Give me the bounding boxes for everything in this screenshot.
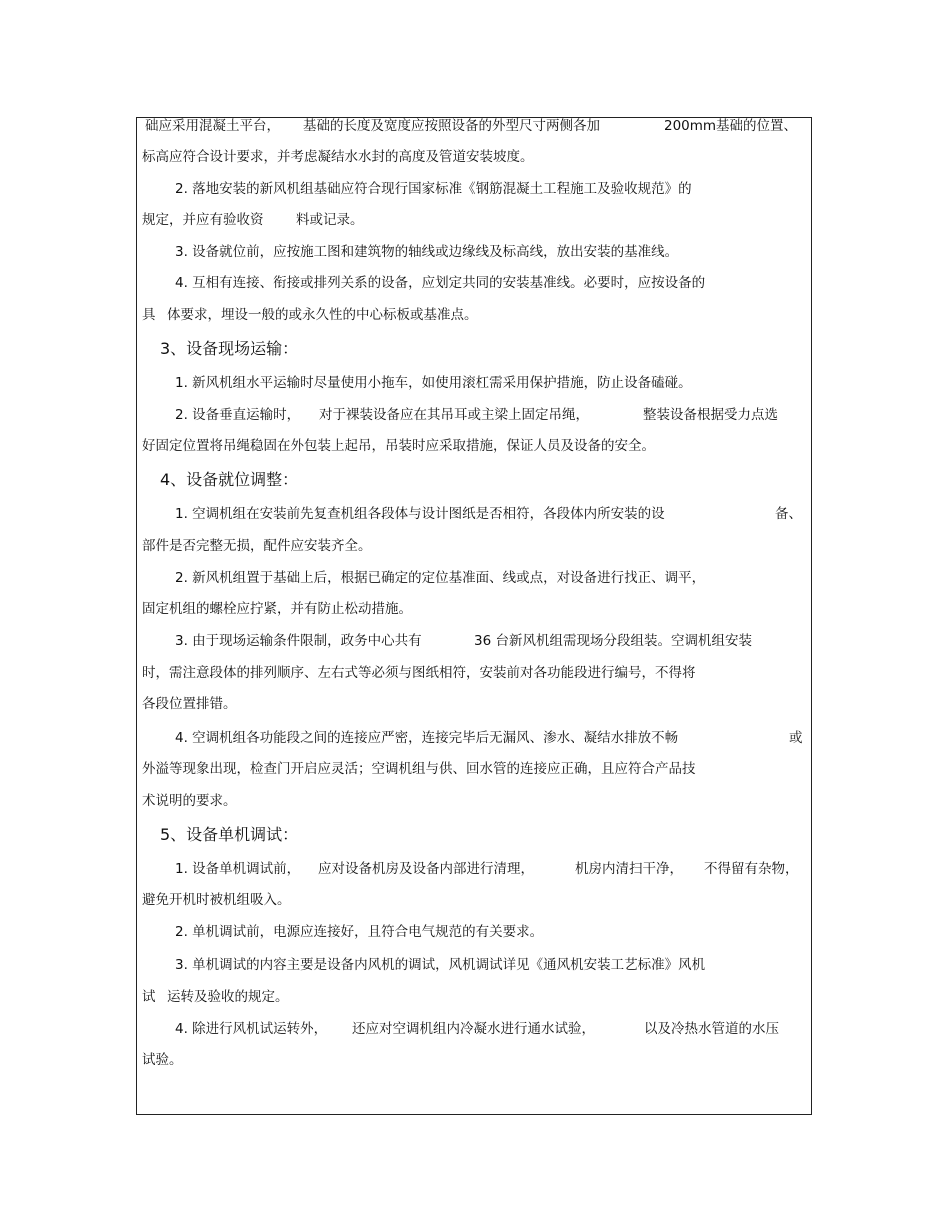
- text-line: 200mm: [664, 118, 717, 134]
- text-line: 备、: [775, 506, 802, 522]
- text-line: 还应对空调机组内冷凝水进行通水试验，: [352, 1021, 595, 1037]
- text-line: 3. 单机调试的内容主要是设备内风机的调试，风机调试详见《通风机安装工艺标准》风机: [175, 957, 706, 973]
- text-line: 3. 设备就位前，应按施工图和建筑物的轴线或边缘线及标高线，放出安装的基准线。: [175, 244, 679, 260]
- text-line: 2. 新风机组置于基础上后，根据已确定的定位基准面、线或点，对设备进行找正、调平，: [175, 570, 706, 586]
- text-line: 或: [789, 730, 803, 746]
- text-line: 好固定位置将吊绳稳固在外包装上起吊，吊装时应采取措施，保证人员及设备的安全。: [142, 438, 655, 454]
- section-heading: 3、设备现场运输：: [160, 339, 299, 358]
- text-line: 4. 除进行风机试运转外，: [175, 1021, 328, 1037]
- text-line: 试验。: [142, 1052, 183, 1068]
- text-line: 避免开机时被机组吸入。: [142, 892, 291, 908]
- text-line: 基础的长度及宽度应按照设备的外型尺寸两侧各加: [303, 118, 600, 134]
- text-line: 规定，并应有验收资: [142, 212, 264, 228]
- text-line: 整装设备根据受力点选: [643, 407, 778, 423]
- text-line: 料或记录。: [296, 212, 364, 228]
- text-line: 2. 单机调试前，电源应连接好，且符合电气规范的有关要求。: [175, 924, 544, 940]
- text-line: 3. 由于现场运输条件限制，政务中心共有: [175, 633, 422, 649]
- text-line: 外溢等现象出现，检查门开启应灵活；空调机组与供、回水管的连接应正确，且应符合产品技: [142, 761, 696, 777]
- text-line: 4. 互相有连接、衔接或排列关系的设备，应划定共同的安装基准线。必要时，应按设备的: [175, 275, 706, 291]
- text-line: 1. 空调机组在安装前先复查机组各段体与设计图纸是否相符，各段体内所安装的设: [175, 506, 665, 522]
- text-line: 1. 设备单机调试前，: [175, 861, 301, 877]
- text-line: 2. 设备垂直运输时，: [175, 407, 301, 423]
- text-line: 应对设备机房及设备内部进行清理，: [318, 861, 534, 877]
- text-line: 标高应符合设计要求，并考虑凝结水水封的高度及管道安装坡度。: [142, 149, 534, 165]
- section-heading: 5、设备单机调试：: [160, 825, 299, 844]
- text-line: 不得留有杂物，: [704, 861, 799, 877]
- text-line: 1. 新风机组水平运输时尽量使用小拖车，如使用滚杠需采用保护措施，防止设备磕碰。: [175, 375, 692, 391]
- text-line: 2. 落地安装的新风机组基础应符合现行国家标准《钢筋混凝土工程施工及验收规范》的: [175, 181, 692, 197]
- text-line: 固定机组的螺栓应拧紧，并有防止松动措施。: [142, 601, 412, 617]
- text-line: 运转及验收的规定。: [167, 989, 289, 1005]
- text-line: 以及冷热水管道的水压: [644, 1021, 779, 1037]
- section-heading: 4、设备就位调整：: [160, 470, 299, 489]
- text-line: 36 台新风机组需现场分段组装。空调机组安装: [474, 633, 752, 649]
- text-line: 各段位置排错。: [142, 696, 237, 712]
- text-line: 试: [142, 989, 156, 1005]
- text-line: 部件是否完整无损，配件应安装齐全。: [142, 538, 372, 554]
- text-line: 础应采用混凝土平台，: [145, 118, 280, 134]
- text-line: 术说明的要求。: [142, 793, 237, 809]
- text-line: 机房内清扫干净，: [575, 861, 683, 877]
- text-line: 时，需注意段体的排列顺序、左右式等必须与图纸相符，安装前对各功能段进行编号，不得将: [142, 665, 696, 681]
- text-line: 体要求，埋设一般的或永久性的中心标板或基准点。: [167, 307, 478, 323]
- text-line: 基础的位置、: [716, 118, 797, 134]
- text-line: 对于裸装设备应在其吊耳或主梁上固定吊绳，: [319, 407, 589, 423]
- text-line: 4. 空调机组各功能段之间的连接应严密，连接完毕后无漏风、渗水、凝结水排放不畅: [175, 730, 679, 746]
- text-line: 具: [142, 307, 156, 323]
